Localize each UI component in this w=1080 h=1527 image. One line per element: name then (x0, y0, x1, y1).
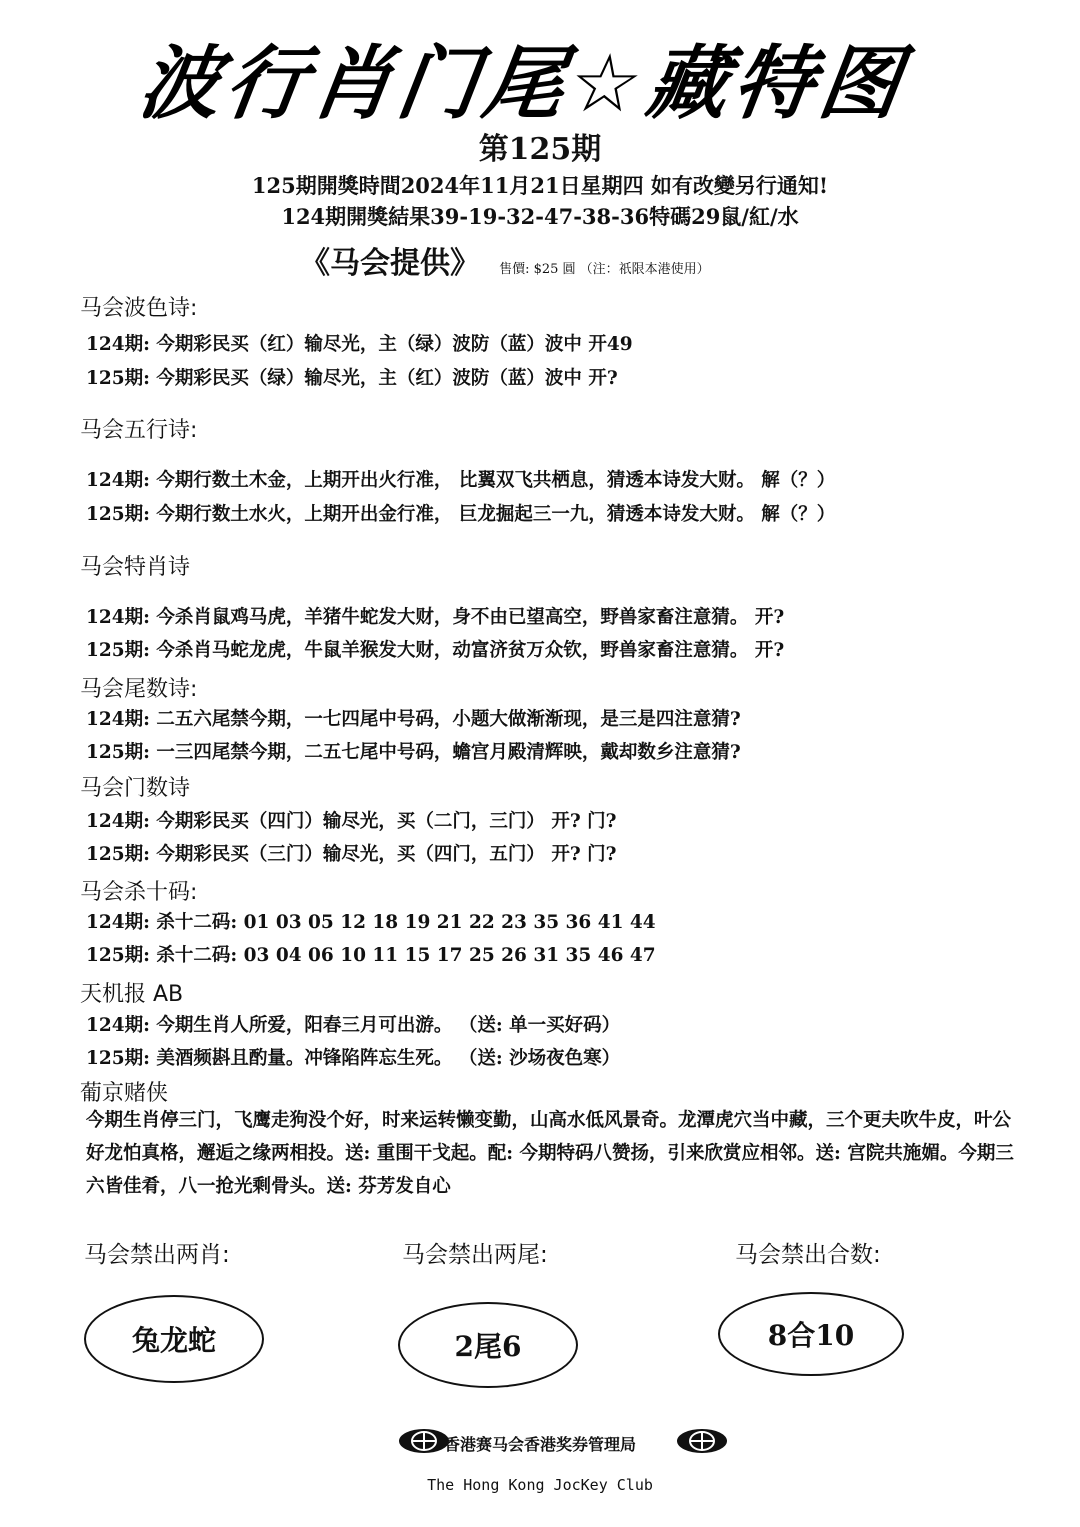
section-heading-special-zodiac-poem: 马会特肖诗 (80, 555, 191, 580)
section-row: 125期: 今期彩民买（三门）输尽光，买（四门，五门） 开? 门? (86, 844, 617, 865)
section-heading-kill-numbers: 马会杀十码: (80, 880, 198, 905)
section-row: 124期: 今期彩民买（四门）输尽光，买（二门，三门） 开? 门? (86, 811, 617, 832)
footer-org-en: The Hong Kong JocKey Club (427, 1476, 653, 1494)
ban-zodiac-oval (84, 1295, 264, 1383)
ban-zodiac-label: 马会禁出两肖: (84, 1242, 230, 1268)
section-heading-tail-poem: 马会尾数诗: (80, 677, 198, 702)
section-row: 125期: 今期彩民买（绿）输尽光，主（红）波防（蓝）波中 开? (86, 368, 618, 389)
section-heading-five-elements-poem: 马会五行诗: (80, 418, 198, 443)
ban-tail-oval (398, 1302, 578, 1388)
provider-name: 《马会提供》 (300, 246, 480, 281)
section-row: 124期: 今期彩民买（红）输尽光，主（绿）波防（蓝）波中 开49 (86, 334, 633, 355)
price-note: 售價: $25 圓 （注：祇限本港使用） (499, 262, 710, 277)
footer-org-cn: 香港赛马会香港奖券管理局 (443, 1435, 636, 1454)
issue-number: 第125期 (478, 132, 602, 167)
draw-notice: 125期開獎時間2024年11月21日星期四 如有改變另行通知! (251, 173, 829, 198)
section-row: 125期: 今期行数土水火，上期开出金行准， 巨龙掘起三一九，猜透本诗发大财。 解（？） (86, 504, 836, 525)
ban-sum-label: 马会禁出合数: (735, 1242, 881, 1268)
section-heading-gambler: 葡京赌侠 (80, 1081, 169, 1106)
section-row: 124期: 今期行数土木金，上期开出火行准， 比翼双飞共栖息，猜透本诗发大财。 解（？） (86, 470, 836, 491)
section-row: 125期: 美酒频斟且酌量。冲锋陷阵忘生死。 （送: 沙场夜色寒） (86, 1048, 621, 1069)
gambler-paragraph: 今期生肖停三门，飞鹰走狗没个好，时来运转懒变勤，山高水低风景奇。龙潭虎穴当中藏，三个更夫吹牛皮，叶公好龙怕真格，邂逅之缘两相投。送: 重围干戈起。配: 今期特码八赞扬，引来欣赏应相邻。送: 宫院共施媚。今期三六皆佳肴，八一抢光剩骨头。送: 芬芳发自心 (86, 1110, 1014, 1197)
section-heading-wave-poem: 马会波色诗: (80, 296, 198, 321)
section-heading-door-poem: 马会门数诗 (80, 776, 191, 801)
section-row: 125期: 今杀肖马蛇龙虎，牛鼠羊猴发大财，动富济贫万众钦，野兽家畜注意猜。 开? (86, 640, 785, 661)
ban-tail-label: 马会禁出两尾: (402, 1242, 548, 1268)
provider-line (300, 238, 710, 282)
section-row: 125期: 一三四尾禁今期，二五七尾中号码，蟾宫月殿清辉映，戴却数乡注意猜? (86, 742, 741, 763)
section-row: 124期: 杀十二码: 01 03 05 12 18 19 21 22 23 35 36 41 44 (86, 912, 656, 933)
ban-sum-value: 8合10 (767, 1319, 855, 1352)
ban-zodiac-value: 兔龙蛇 (131, 1324, 216, 1357)
ban-sum-oval (718, 1292, 904, 1376)
ban-tail-value: 2尾6 (454, 1330, 522, 1363)
page-title: 波行肖门尾☆藏特图 (133, 37, 913, 130)
last-result: 124期開獎結果39-19-32-47-38-36特碼29鼠/紅/水 (281, 204, 799, 229)
section-row: 124期: 二五六尾禁今期，一七四尾中号码，小题大做渐渐现，是三是四注意猜? (86, 709, 741, 730)
section-row: 124期: 今期生肖人所爱，阳春三月可出游。 （送: 单一买好码） (86, 1015, 621, 1036)
section-row: 124期: 今杀肖鼠鸡马虎，羊猪牛蛇发大财，身不由已望高空，野兽家畜注意猜。 开? (86, 607, 785, 628)
section-heading-tianji: 天机报 AB (80, 982, 184, 1007)
section-row: 125期: 杀十二码: 03 04 06 10 11 15 17 25 26 31 35 46 47 (86, 945, 656, 966)
